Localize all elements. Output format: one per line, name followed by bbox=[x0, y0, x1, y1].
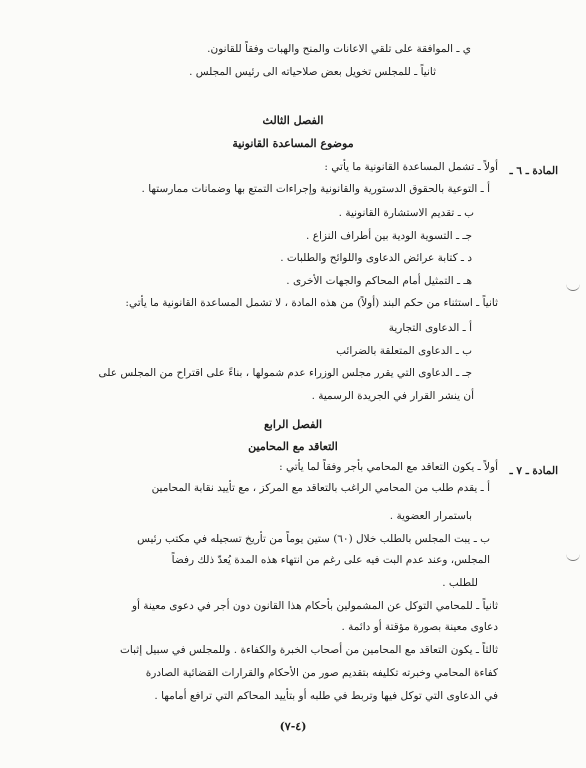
article-seven-second-1: ثانياً ـ للمحامي التوكل عن المشمولين بأحكام هذا القانون دون أجر في دعوى معينة أو bbox=[131, 600, 498, 612]
article-six-second-item-c-2: أن ينشر القرار في الجريدة الرسمية . bbox=[311, 390, 474, 402]
article-seven-third-1: ثالثاً ـ يكون التعاقد مع المحامين من أصحاب الخبرة والكفاءة . وللمجلس في سبيل إثبات bbox=[120, 644, 498, 656]
page-number: (٤-٧) bbox=[279, 720, 307, 733]
article-six-item-d: د ـ كتابة عرائض الدعاوى واللوائح والطلبات . bbox=[280, 252, 472, 264]
article-seven-item-b-3: للطلب . bbox=[442, 577, 478, 589]
chapter-four-title: الفصل الرابع bbox=[263, 418, 323, 431]
article-seven-item-b-1: ب ـ يبت المجلس بالطلب خلال (٦٠) ستين يوماً من تأريخ تسجيله في مكتب رئيس bbox=[137, 533, 490, 545]
article-seven-label: المادة ـ ٧ ـ bbox=[509, 465, 558, 477]
article-seven-third-2: كفاءة المحامي وخبرته تكليفه بتقديم صور من الأحكام والقرارات القضائية الصادرة bbox=[145, 667, 498, 679]
second-clause-line: ثانياً ـ للمجلس تخويل بعض صلاحياته الى رئيس المجلس . bbox=[189, 66, 436, 78]
article-six-item-b: ب ـ تقديم الاستشارة القانونية . bbox=[338, 207, 474, 219]
article-seven-second-2: دعاوى معينة بصورة مؤقتة أو دائمة . bbox=[341, 621, 498, 633]
article-six-intro: أولاً ـ تشمل المساعدة القانونية ما يأتي : bbox=[324, 161, 498, 173]
article-six-second-item-b: ب ـ الدعاوى المتعلقة بالضرائب bbox=[336, 345, 472, 357]
chapter-four-subtitle: التعاقد مع المحامين bbox=[248, 440, 338, 453]
article-six-item-a: أ ـ التوعية بالحقوق الدستورية والقانونية وإجراءات التمتع بها وضمانات ممارستها . bbox=[141, 183, 490, 195]
article-six-second-item-a: أ ـ الدعاوى التجارية bbox=[388, 322, 472, 334]
article-six-item-c: جـ ـ التسوية الودية بين أطراف النزاع . bbox=[306, 230, 472, 242]
article-seven-third-3: في الدعاوى التي توكل فيها وتربط في طلبه أو بتأييد المحاكم التي ترافع أمامها . bbox=[154, 690, 498, 702]
article-six-second: ثانياً ـ استثناء من حكم البند (أولاً) من هذه المادة ، لا تشمل المساعدة القانونية ما يأتي: bbox=[125, 297, 498, 309]
article-seven-item-b-2: المجلس، وعند عدم البت فيه على رغم من انتهاء هذه المدة يُعدّ ذلك رفضاً bbox=[171, 554, 490, 566]
article-seven-item-a-2: باستمرار العضوية . bbox=[389, 510, 472, 522]
article-seven-intro: أولاً ـ يكون التعاقد مع المحامي بأجر وفقاً لما يأتي : bbox=[279, 461, 498, 473]
article-seven-item-a-1: أ ـ يقدم طلب من المحامي الراغب بالتعاقد مع المركز ، مع تأييد نقابة المحامين bbox=[151, 482, 490, 494]
article-six-second-item-c-1: جـ ـ الدعاوى التي يقرر مجلس الوزراء عدم شمولها ، بناءً على اقتراح من المجلس على bbox=[98, 367, 472, 379]
margin-mark-lower bbox=[566, 552, 580, 561]
chapter-three-title: الفصل الثالث bbox=[262, 114, 324, 127]
item-ya-line: ي ـ الموافقة على تلقي الاعانات والمنح والهبات وفقاً للقانون. bbox=[207, 43, 471, 55]
margin-mark bbox=[566, 282, 580, 291]
article-six-item-h: هـ ـ التمثيل أمام المحاكم والجهات الأخرى . bbox=[286, 275, 472, 287]
chapter-three-subtitle: موضوع المساعدة القانونية bbox=[232, 137, 354, 150]
article-six-label: المادة ـ ٦ ـ bbox=[509, 165, 558, 177]
